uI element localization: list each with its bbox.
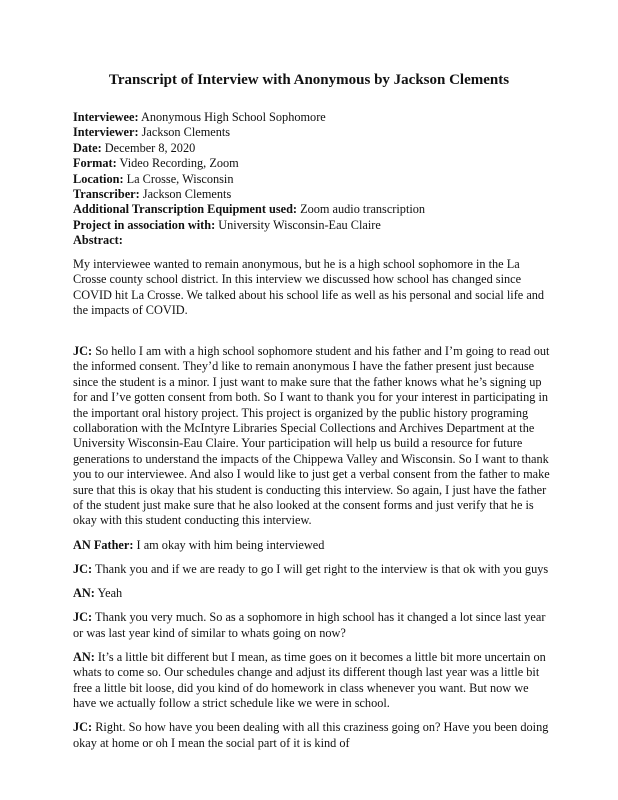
dialog-turn xyxy=(73,562,550,577)
text-line xyxy=(73,390,550,405)
metadata-value: Jackson Clements xyxy=(138,125,231,140)
abstract-paragraph xyxy=(73,257,544,319)
text-line xyxy=(73,467,550,482)
text-line xyxy=(73,483,550,498)
speaker-label: AN Father: xyxy=(73,537,134,552)
dialog-turn xyxy=(73,586,550,601)
metadata-label: Format: xyxy=(73,156,117,171)
metadata-label: Additional Transcription Equipment used: xyxy=(73,202,298,217)
utterance-text: have we actually follow a strict schedule like we were in school. xyxy=(73,696,390,711)
metadata-row xyxy=(73,172,425,187)
text-line xyxy=(73,650,550,665)
metadata-label: Location: xyxy=(73,171,124,186)
text-line xyxy=(73,665,550,680)
utterance-text: free a little bit loose, did you kind of do homework in class whenever you want. But now we xyxy=(73,680,529,695)
text-line xyxy=(73,626,550,641)
metadata-label: Project in association with: xyxy=(73,217,216,232)
dialog-turn xyxy=(73,538,550,553)
metadata-label: Interviewee: xyxy=(73,110,139,124)
utterance-text: you to our interviewee. And also I would like to just get a verbal consent from the father to make xyxy=(73,467,550,482)
utterance-text: University Wisconsin-Eau Claire. Your participation will help us build a resource for future xyxy=(73,436,523,451)
speaker-label: JC: xyxy=(73,610,93,625)
text-line xyxy=(73,452,550,467)
metadata-value: December 8, 2020 xyxy=(101,140,196,155)
text-line xyxy=(73,375,550,390)
metadata-row xyxy=(73,110,425,125)
text-line xyxy=(73,406,550,421)
metadata-value: Video Recording, Zoom xyxy=(116,156,239,171)
metadata-label: Date: xyxy=(73,140,102,155)
metadata-label: Transcriber: xyxy=(73,187,140,202)
speaker-label: AN: xyxy=(73,586,95,601)
metadata-value: Jackson Clements xyxy=(139,187,232,202)
utterance-text: collaboration with the McIntyre Libraries Special Collections and Archives Department at the xyxy=(73,421,535,436)
metadata-value: Zoom audio transcription xyxy=(297,202,426,217)
metadata-row xyxy=(73,141,425,156)
metadata-row xyxy=(73,202,425,217)
metadata-row xyxy=(73,218,425,233)
utterance-text: whats to come so. Our schedules change and adjust its different though last year was a little bit xyxy=(73,665,540,680)
dialog-turn xyxy=(73,610,550,641)
utterance-text: Thank you very much. So as a sophomore in high school has it changed a lot since last year xyxy=(92,610,546,625)
text-line xyxy=(73,696,550,711)
text-line: COVID hit La Crosse. We talked about his school life as well as his personal and social life and xyxy=(73,287,545,302)
dialog-turn xyxy=(73,650,550,712)
text-line: Crosse county school district. In this interview we discussed how school has changed since xyxy=(73,272,522,287)
utterance-text: I am okay with him being interviewed xyxy=(133,537,325,552)
text-line: the impacts of COVID. xyxy=(73,303,188,318)
utterance-text: So hello I am with a high school sophomore student and his father and I’m going to read out xyxy=(92,344,550,358)
metadata-value: University Wisconsin-Eau Claire xyxy=(215,217,381,232)
utterance-text: the informed consent. They’d like to remain anonymous I have the father present just because xyxy=(73,359,535,374)
text-line xyxy=(73,610,550,625)
utterance-text: the important oral history project. This project is organized by the public history programing xyxy=(73,405,529,420)
text-line xyxy=(73,359,550,374)
utterance-text: generations to understand the impacts of the Chippewa Valley and Wisconsin. So I want to thank xyxy=(73,451,549,466)
speaker-label: JC: xyxy=(73,720,93,735)
metadata-label: Interviewer: xyxy=(73,125,139,140)
text-line xyxy=(73,436,550,451)
text-line xyxy=(73,344,550,359)
utterance-text: sure that this is okay that his student is conducting this interview. So again, I just have the father xyxy=(73,482,547,497)
utterance-text: okay at home or oh I mean the social part of it is kind of xyxy=(73,735,350,750)
text-line xyxy=(73,586,550,601)
text-line xyxy=(73,736,550,751)
utterance-text: since the student is a minor. I just want to make sure that the father knows what he’s signing up xyxy=(73,374,542,389)
text-line xyxy=(73,562,550,577)
dialog-turn xyxy=(73,720,550,751)
utterance-text: or was last year kind of similar to whats going on now? xyxy=(73,625,346,640)
text-line xyxy=(73,513,550,528)
speaker-label: AN: xyxy=(73,649,95,664)
utterance-text: Right. So how have you been dealing with all this craziness going on? Have you been doing xyxy=(92,720,549,735)
speaker-label: JC: xyxy=(73,561,93,576)
utterance-text: Yeah xyxy=(94,586,123,601)
metadata-row xyxy=(73,156,425,171)
metadata-row xyxy=(73,125,425,140)
transcript-dialog xyxy=(73,344,550,760)
utterance-text: for and I’ve gotten consent from both. So I want to thank you for your interest in participating in xyxy=(73,390,549,405)
dialog-turn xyxy=(73,344,550,529)
text-line: My interviewee wanted to remain anonymous, but he is a high school sophomore in the La xyxy=(73,257,520,271)
text-line xyxy=(73,681,550,696)
text-line xyxy=(73,421,550,436)
utterance-text: It’s a little bit different but I mean, as time goes on it becomes a little bit more uncertain on xyxy=(94,649,546,664)
utterance-text: Thank you and if we are ready to go I will get right to the interview is that ok with you guys xyxy=(92,561,549,576)
metadata-value: Anonymous High School Sophomore xyxy=(138,110,326,124)
abstract-heading: Abstract: xyxy=(73,233,123,247)
interview-metadata xyxy=(73,110,425,233)
utterance-text: of the student just make sure that he also looked at the consent forms and just verify that he is xyxy=(73,498,534,513)
document-title: Transcript of Interview with Anonymous by Jackson Clements xyxy=(108,72,510,88)
text-line xyxy=(73,538,550,553)
metadata-row xyxy=(73,187,425,202)
text-line xyxy=(73,498,550,513)
text-line xyxy=(73,720,550,735)
metadata-value: La Crosse, Wisconsin xyxy=(123,171,234,186)
speaker-label: JC: xyxy=(73,344,93,358)
utterance-text: okay with this student conducting this interview. xyxy=(73,513,312,528)
